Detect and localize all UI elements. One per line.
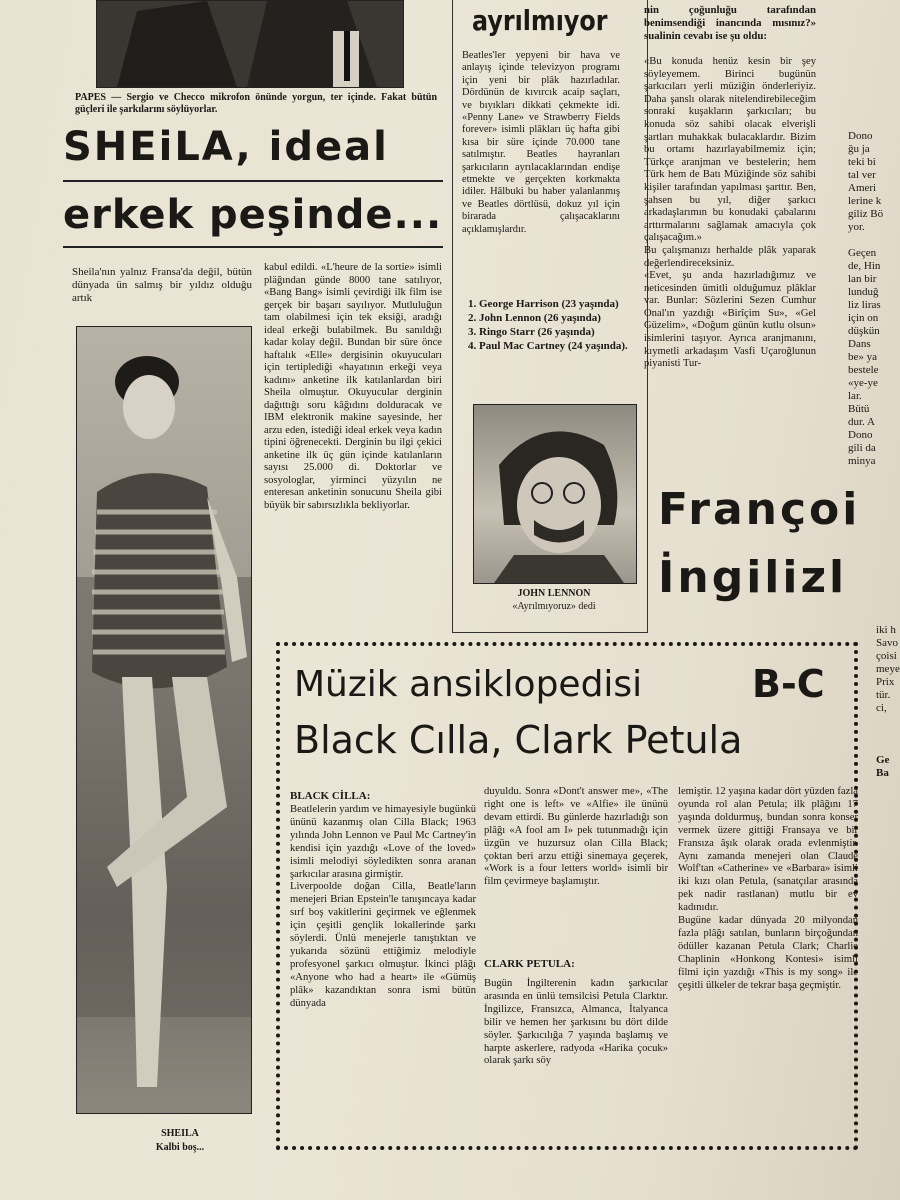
sheila-photo [76, 326, 252, 1114]
right-edge-line: lar. [848, 390, 862, 402]
right-edge-line: ci, [876, 702, 887, 714]
beatles-member: 1. George Harrison (23 yaşında) [468, 298, 619, 310]
right-edge-line: düşkün [848, 325, 880, 337]
right-edge-line: için on [848, 312, 879, 324]
beatles-member: 2. John Lennon (26 yaşında) [468, 312, 601, 324]
right-edge-line: minya [848, 455, 876, 467]
beatles-member: 4. Paul Mac Cartney (24 yaşında). [468, 340, 628, 352]
top-photo-sergio-checco [96, 0, 404, 88]
right-edge-line: meye [876, 663, 900, 675]
right-edge-line: lunduğ [848, 286, 879, 298]
right-edge-line: be» ya [848, 351, 878, 363]
right-edge-line: Geçen [848, 247, 877, 259]
top-photo-figures [97, 1, 403, 87]
headline-rule-1 [63, 180, 443, 182]
encyclopedia-title-letters: B-C [752, 662, 825, 706]
right-edge-line: dur. A [848, 416, 875, 428]
petula-heading: CLARK PETULA: [484, 958, 575, 970]
right-edge-line: Bütü [848, 403, 870, 415]
headline-rule-2 [63, 246, 443, 248]
right-edge-line: çoisi [876, 650, 897, 662]
right-edge-line: lan bir [848, 273, 877, 285]
right-edge-line: bestele [848, 364, 879, 376]
sheila-body: kabul edildi. «L'heure de la sortie» isimli pläğından günde 8000 tane satılıyor, «Bang Bang» isimli çevirdiği ilk film ise gerçek bir başarı sayılıyor. Mutluluğun tam olabilmesi için tek eksiği, aradığı ideal erkeği bulabilmek. Bu sanıldığı kadar kolay değil. Bundan bir süre önce haftalık «Elle» dergisinin okuyucuları için tertiplediği «hayatının erkeği veya kadını» anketine ilk katılanlardan biri Sheila olmuştur. Okuyucular derginin dağıttığı soru kâğıdını dolduracak ve IBM elektronik makine sayesinde, her arzu eden, istediği ideal erkek veya kadın tipini öğrenecekti. Derginin bu ilgi çekici anketine ilk üç gün içinde katılanların sayısı 25.000 di. Doktorlar ve sosyologlar, yirminci yüzyılın ne enteresan anketinin sonucunu Sheila gibi büyük bir sabırsızlıkla bekliyorlar. [264, 262, 442, 511]
sheila-photo-caption-1: SHEILA [161, 1128, 199, 1139]
lennon-caption-1: JOHN LENNON [517, 588, 591, 599]
right-edge-line: Ge [876, 754, 890, 766]
right-edge-line [876, 741, 900, 754]
right-edge-line: lerine k [848, 195, 882, 207]
beatles-member: 3. Ringo Starr (26 yaşında) [468, 326, 595, 338]
interview-top: nin çoğunluğu tarafından benimsendiği inancında mısınız?» sualinin cevabı ise şu oldu: [644, 4, 816, 42]
beatles-headline: ayrılmıyor [472, 4, 608, 37]
right-edge-line: Ameri [848, 182, 877, 194]
right-edge-line: tal ver [848, 169, 876, 181]
petula-text: Bugün İngilterenin kadın şarkıcılar arasında en ünlü temsilcisi Petula Clarktır. İngilizce, Fransızca, Almanca, İtalyanca bilir ve hemen her şarkısını bu dört dilde söyler. Şarkıcılığa 7 yaşında başlamış ve harpte askerlere, radyoda «Harika çocuk» olarak şarkı söy [484, 978, 668, 1067]
right-edge-line: Dans [848, 338, 871, 350]
sheila-photo-caption-2: Kalbi boş... [155, 1142, 205, 1153]
right-edge-line [876, 715, 900, 728]
right-edge-lower-column [876, 624, 900, 780]
right-edge-line: Prix [876, 676, 895, 688]
cilla-text: Beatlelerin yardım ve himayesiyle bugünkü ününü kazanmış olan Cilla Black; 1963 yılında John Lennon ve Paul Mc Cartney'in kendisi için yazdığı «Love of the loved» isimli melodiyi söyledikten sonra aranan şarkıcılar arasına girmiştir. Liverpoolde doğan Cilla, Beatle'ların menejeri Brian Epstein'le tanışıncaya kadar sırf boş vakitlerini geçirmek ve eğlenmek için çeşitli gençlik lokallerinde şarkı söylerdi. Ünlü menejerle tanıştıktan ve yukarıda sözünü ettiğimiz melodiyle profesyonel şarkıcı olmuştur. İkinci plâğı «Anyone who had a heart» ile «Gümüş plâk» kazandıktan sonra ismi bütün dünyada [290, 804, 476, 1009]
right-edge-line: liz liras [848, 299, 881, 311]
right-edge-line: Dono [848, 429, 873, 441]
cilla-text-continued: duyuldu. Sonra «Dont't answer me», «The right one is left» ve «Alfie» ile ününü devam ettirdi. Bu günlerde hazırladığı son plâğı «A fool am I» pek tutunmadığı için üzgün ve huzursuz olan Cilla Black; çoktan beri arzu ettiği sinemaya geçerek, «Work is a four letters world» isimli bir film çevirmeye başlamıştır. [484, 786, 668, 888]
right-edge-line: yor. [848, 221, 865, 233]
beatles-body: Beatles'ler yepyeni bir hava ve anlayış içinde televizyon programı için yeni bir plâk hazırladılar. Dördünün de kıvırcık acaip saçları, ve bıyıkları dikkati çekmekte idi. «Penny Lane» ve Strawberry Fields forever» isimli plâkları üç hafta gibi kısa bir süre içinde 70.000 tane satılmıştır. Beatles hayranları şarkıcıların ayrılacaklarından endişe etmekte ve gerçekten korkmakta idiler. Hâlbuki bu haber yalanlanmış ve Beatles dörtlüsü, dokuz yıl için birarada çalışacaklarını açıklamışlardır. [462, 50, 620, 235]
right-edge-line [848, 234, 900, 247]
right-edge-line: «ye-ye [848, 377, 878, 389]
beatles-member-list [468, 298, 628, 353]
john-lennon-photo [473, 404, 637, 584]
sheila-lead: Sheila'nın yalnız Fransa'da değil, bütün dünyada ün salmış bir yıldız olduğu artık [72, 266, 252, 304]
right-edge-line: giliz Bö [848, 208, 884, 220]
sheila-headline-line2: erkek peşinde... [63, 192, 443, 238]
top-photo-caption: PAPES — Sergio ve Checco mikrofon önünde yorgun, ter içinde. Fakat bütün güçleri ile şarkılarını söylüyorlar. [75, 92, 437, 115]
lennon-figure [474, 405, 636, 583]
right-edge-line: gili da [848, 442, 876, 454]
right-edge-line: Dono [848, 130, 873, 142]
interview-body: «Bu konuda henüz kesin bir şey söyleyemem. Birinci bugünün şarkıcıları yerli müziğin önderleriyiz. Daha şanslı olarak nitelendirebileceğim sonraki kuşakların şarkıcıları; bu konuda söz sahibi olacak elverişli şartları muhakkak bulacaklardır. Bizim bu ortamı hazırlayabilmemiz için; Türkçe aranjman ve bestelerin; hem Türk hem de Batı Müziğinde söz sahibi kişiler tarafından yapılması şarttır. Ben, şahsen bu yıl, diğer şarkıcı arkadaşlarımın bu konudaki çabalarını arttırmalarını sağlamak amacıyla çok çalışacağım.» Bu çalışmanızı herhalde plâk yaparak değerlendireceksiniz. «Evet, şu anda hazırladığımız ve neticesinden ümitli olduğumuz plâklar var. Bunlar: Sözlerini Sezen Cumhur Onal'ın yazdığı «Birîçim Su», «Gel Güzelim», «Doğum günün kutlu olsun» isimlerini taşıyor. Ayrıca aranjmanını, kıymetli arkadaşım Vasfi Uçaroğlunun piyanisti Tur- [644, 56, 816, 370]
sheila-headline-line1: SHEiLA, ideal [63, 124, 389, 170]
encyclopedia-title-line1: Müzik ansiklopedisi [294, 664, 643, 705]
right-edge-line: tür. [876, 689, 891, 701]
right-edge-line: de, Hin [848, 260, 881, 272]
cilla-heading: BLACK CİLLA: [290, 790, 371, 802]
sheila-figure [77, 327, 251, 1113]
right-edge-line: Savo [876, 637, 898, 649]
lennon-caption-2: «Ayrılmıyoruz» dedi [512, 601, 596, 612]
encyclopedia-title-line2: Black Cılla, Clark Petula [294, 718, 743, 762]
right-edge-column [848, 130, 900, 468]
right-edge-line: Ba [876, 767, 889, 779]
right-edge-line: iki h [876, 624, 896, 636]
petula-text-continued: lemiştir. 12 yaşına kadar dört yüzden fazla oyunda rol alan Petula; ilk plâğını 17 yaşında doldurmuş, bundan sonra konser vermek üzere gittiği Fransaya ve bir Fransıza âşık olarak orada evlenmiştir. Aynı zamanda menejeri olan Claude Wolf'tan «Catherine» ve «Barbara» isimli iki kızı olan Petula, (sanatçılar arasında pek nadir rastlanan) mutlu bir ev kadınıdır. Bugüne kadar dünyada 20 milyondan fazla plâğı satılan, bunların birçoğundan ödüller kazanan Petula Clark; Charlie Chaplinin «Honkong Kontesi» isimli filmi için yazdığı «This is my song» ile çeşitli ülkeler de tekrar başa geçmiştir. [678, 786, 858, 991]
francoise-headline-line1: Françoi [658, 484, 861, 535]
right-edge-line: teki bi [848, 156, 876, 168]
right-edge-line: ğu ja [848, 143, 870, 155]
francoise-headline-line2: İngilizl [658, 552, 848, 603]
right-edge-line [876, 728, 900, 741]
